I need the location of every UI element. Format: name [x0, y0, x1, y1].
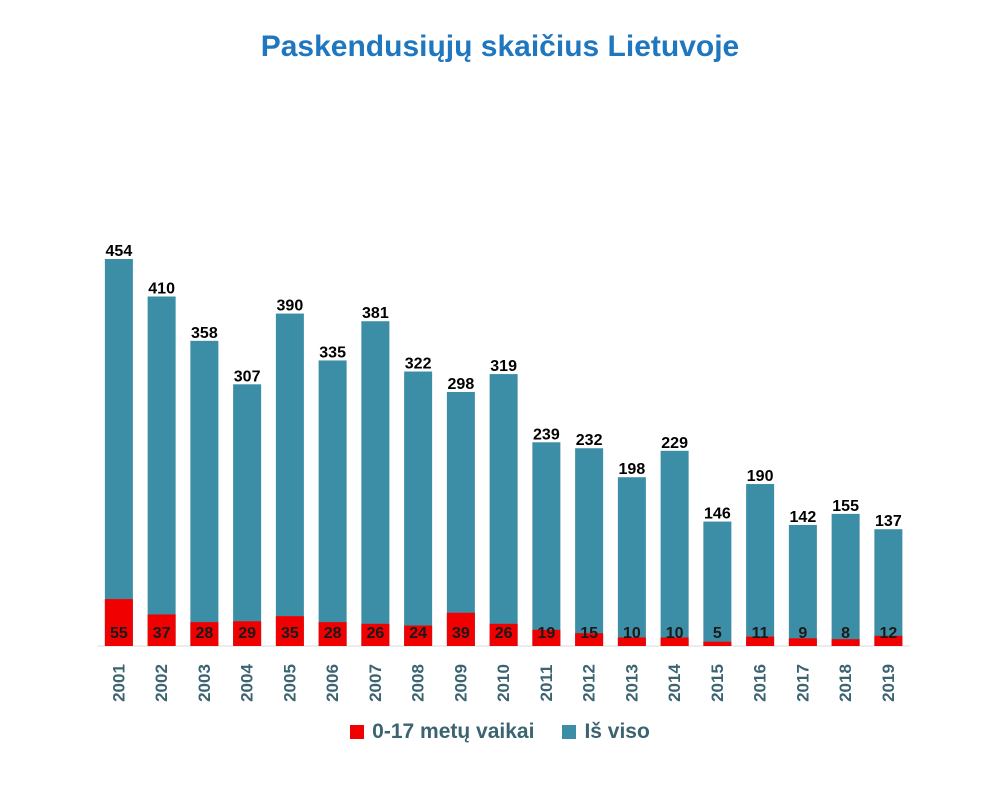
x-tick-label: 2002	[152, 664, 172, 702]
data-label-children: 11	[751, 625, 769, 642]
legend-swatch-total	[562, 725, 576, 739]
bar-children	[703, 642, 731, 646]
bar-total	[404, 372, 432, 646]
chart-legend	[0, 720, 1000, 744]
bar-total	[447, 392, 475, 646]
data-label-children: 35	[280, 625, 299, 642]
data-label-children: 28	[323, 625, 342, 642]
data-label-children: 15	[580, 625, 599, 642]
bar-total	[532, 442, 560, 646]
x-tick-label: 2018	[836, 664, 856, 702]
bar-total	[490, 374, 518, 646]
x-tick-label: 2012	[579, 664, 599, 702]
data-label-total: 319	[490, 358, 517, 376]
data-label-total: 381	[362, 305, 389, 323]
x-tick-label: 2011	[536, 664, 556, 702]
data-label-total: 190	[746, 468, 774, 486]
legend-label-total: Iš viso	[584, 720, 650, 743]
data-label-children: 39	[451, 625, 470, 642]
bar-total	[319, 360, 347, 646]
bar-total	[575, 448, 603, 646]
x-tick-label: 2019	[878, 664, 898, 702]
data-label-total: 232	[575, 432, 603, 450]
x-tick-label: 2007	[365, 664, 385, 702]
data-label-total: 146	[704, 505, 731, 523]
x-tick-label: 2008	[408, 664, 428, 702]
data-label-children: 10	[622, 625, 641, 642]
data-label-children: 9	[798, 625, 808, 642]
bar-total	[276, 314, 304, 646]
data-label-total: 454	[105, 243, 133, 260]
data-label-total: 358	[191, 324, 218, 342]
data-label-children: 19	[537, 625, 556, 642]
data-label-children: 29	[238, 625, 257, 642]
data-label-total: 298	[447, 375, 475, 393]
bar-total	[361, 321, 389, 646]
bar-total	[661, 451, 689, 646]
x-tick-label: 2016	[750, 664, 770, 702]
data-label-total: 239	[533, 426, 560, 444]
chart-title: Paskendusiųjų skaičius Lietuvoje	[260, 30, 740, 63]
x-tick-label: 2015	[707, 664, 727, 702]
data-label-children: 12	[879, 625, 898, 642]
x-tick-label: 2003	[194, 664, 214, 702]
bar-total	[190, 341, 218, 646]
x-tick-label: 2005	[280, 664, 300, 702]
data-label-total: 390	[276, 297, 304, 315]
data-label-total: 410	[148, 280, 175, 298]
data-label-children: 26	[494, 625, 513, 642]
bar-total	[233, 384, 261, 646]
data-label-children: 24	[409, 625, 428, 642]
data-label-total: 142	[789, 508, 817, 526]
bar-total	[618, 477, 646, 646]
data-label-total: 137	[875, 513, 902, 531]
bar-total	[746, 484, 774, 646]
data-label-children: 55	[109, 625, 128, 642]
data-label-total: 229	[661, 434, 688, 452]
data-label-children: 8	[841, 625, 851, 642]
legend-item-children	[350, 720, 534, 744]
x-tick-label: 2013	[622, 664, 642, 702]
data-label-total: 322	[404, 355, 432, 373]
x-tick-label: 2001	[109, 664, 129, 702]
x-tick-label: 2017	[793, 664, 813, 702]
data-label-children: 5	[712, 625, 722, 642]
x-tick-label: 2006	[323, 664, 343, 702]
x-tick-label: 2009	[451, 664, 471, 702]
data-label-children: 26	[366, 625, 385, 642]
legend-swatch-children	[350, 725, 364, 739]
x-tick-label: 2010	[494, 664, 514, 702]
data-label-total: 335	[319, 344, 346, 362]
legend-item-total	[562, 720, 649, 744]
data-label-total: 155	[832, 497, 859, 515]
x-tick-label: 2014	[665, 664, 685, 702]
x-tick-label: 2004	[237, 664, 257, 702]
data-label-total: 307	[233, 368, 261, 386]
data-label-total: 198	[618, 461, 646, 479]
data-label-children: 10	[665, 625, 684, 642]
data-label-children: 37	[152, 625, 171, 642]
legend-label-children: 0-17 metų vaikai	[372, 720, 535, 743]
bar-total	[105, 259, 133, 646]
data-label-children: 28	[195, 625, 214, 642]
bar-total	[148, 297, 176, 646]
